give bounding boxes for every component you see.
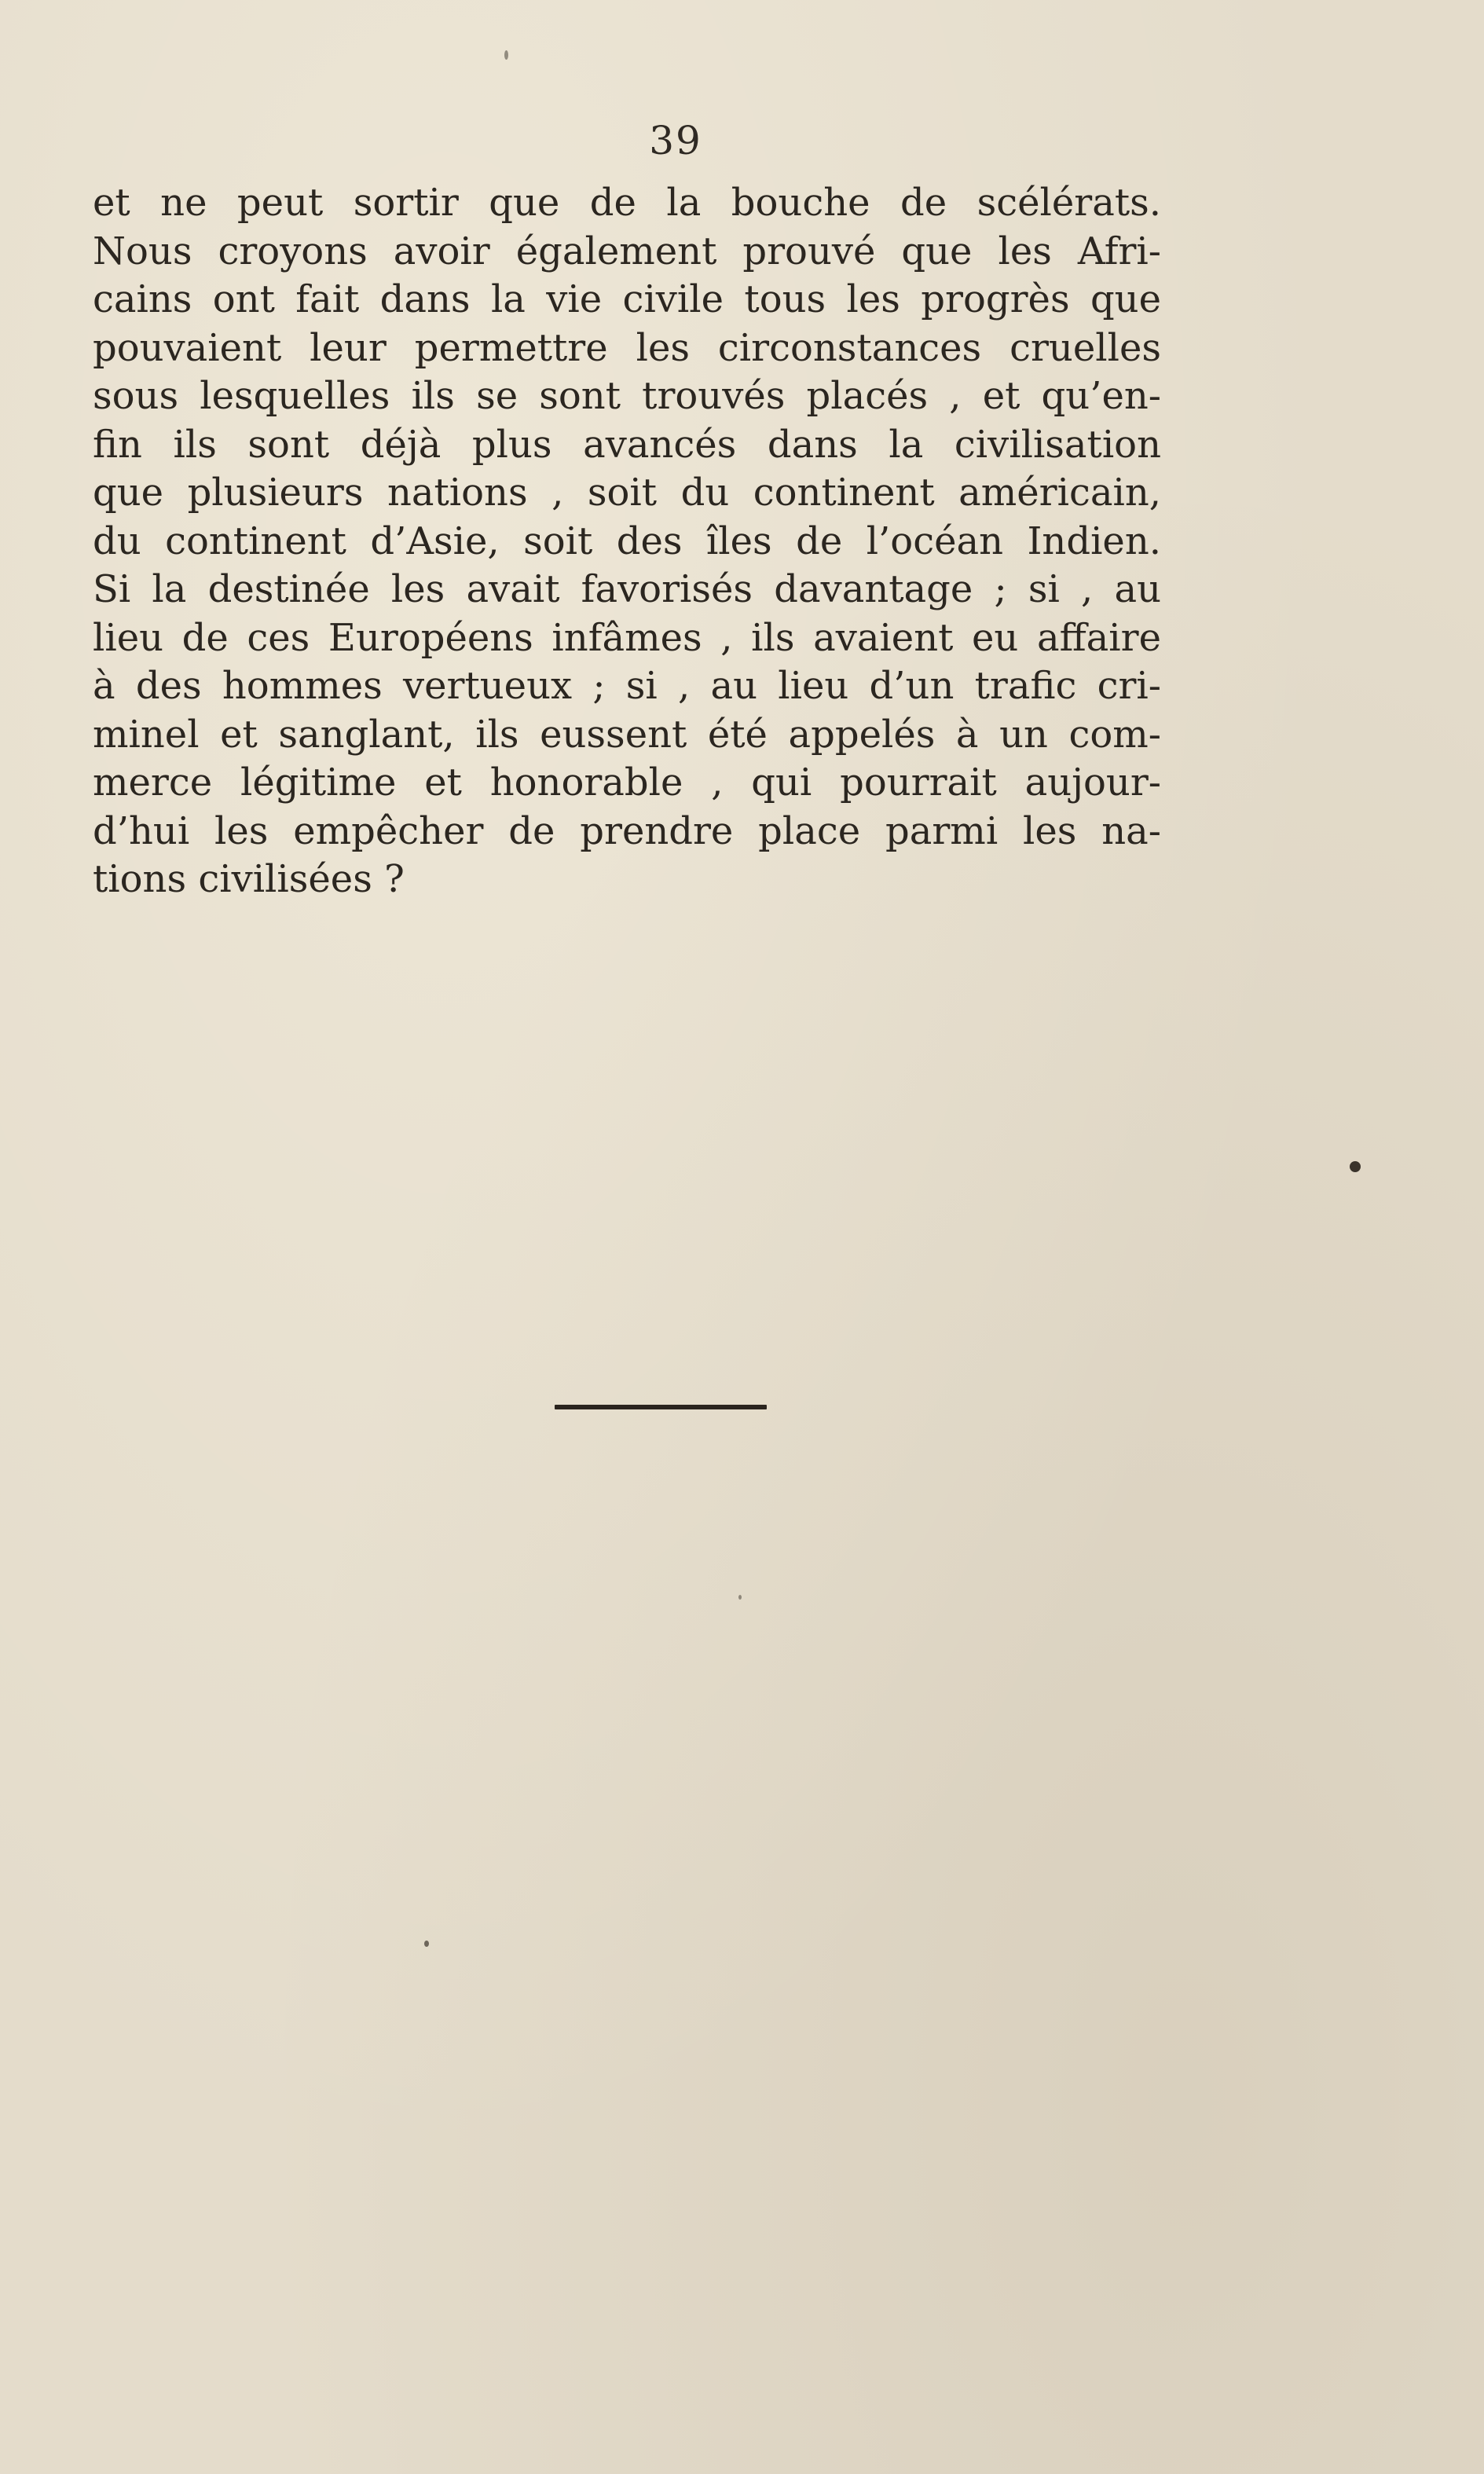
- text-line: du continent d’Asie, soit des îles de l’océan Indien.: [93, 519, 1161, 563]
- text-line: minel et sanglant, ils eussent été appelés à un com-: [93, 712, 1161, 757]
- page-number: 39: [649, 118, 702, 163]
- text-line: Si la destinée les avait favorisés davantage ; si , au: [93, 567, 1161, 611]
- text-line: Nous croyons avoir également prouvé que les Afri-: [93, 229, 1161, 273]
- text-line: lieu de ces Européens infâmes , ils avaient eu affaire: [93, 615, 1161, 660]
- ink-speck: [424, 1941, 429, 1947]
- text-line: d’hui les empêcher de prendre place parmi les na-: [93, 808, 1161, 853]
- text-line: sous lesquelles ils se sont trouvés placés , et qu’en-: [93, 374, 1161, 418]
- body-text: [93, 179, 1161, 904]
- text-line: fin ils sont déjà plus avancés dans la civilisation: [93, 422, 1161, 467]
- text-line: merce légitime et honorable , qui pourrait aujour-: [93, 761, 1161, 805]
- text-line: que plusieurs nations , soit du continent américain,: [93, 471, 1161, 515]
- text-line: pouvaient leur permettre les circonstances cruelles: [93, 325, 1161, 370]
- ink-speck: [504, 50, 508, 60]
- text-line: tions civilisées ?: [93, 857, 405, 901]
- text-line: à des hommes vertueux ; si , au lieu d’un trafic cri-: [93, 664, 1161, 708]
- text-line: et ne peut sortir que de la bouche de scélérats.: [93, 181, 1161, 225]
- text-line: cains ont fait dans la vie civile tous les progrès que: [93, 277, 1161, 321]
- section-divider-rule: [555, 1405, 767, 1409]
- ink-speck: [1350, 1161, 1361, 1172]
- ink-speck: [738, 1595, 742, 1600]
